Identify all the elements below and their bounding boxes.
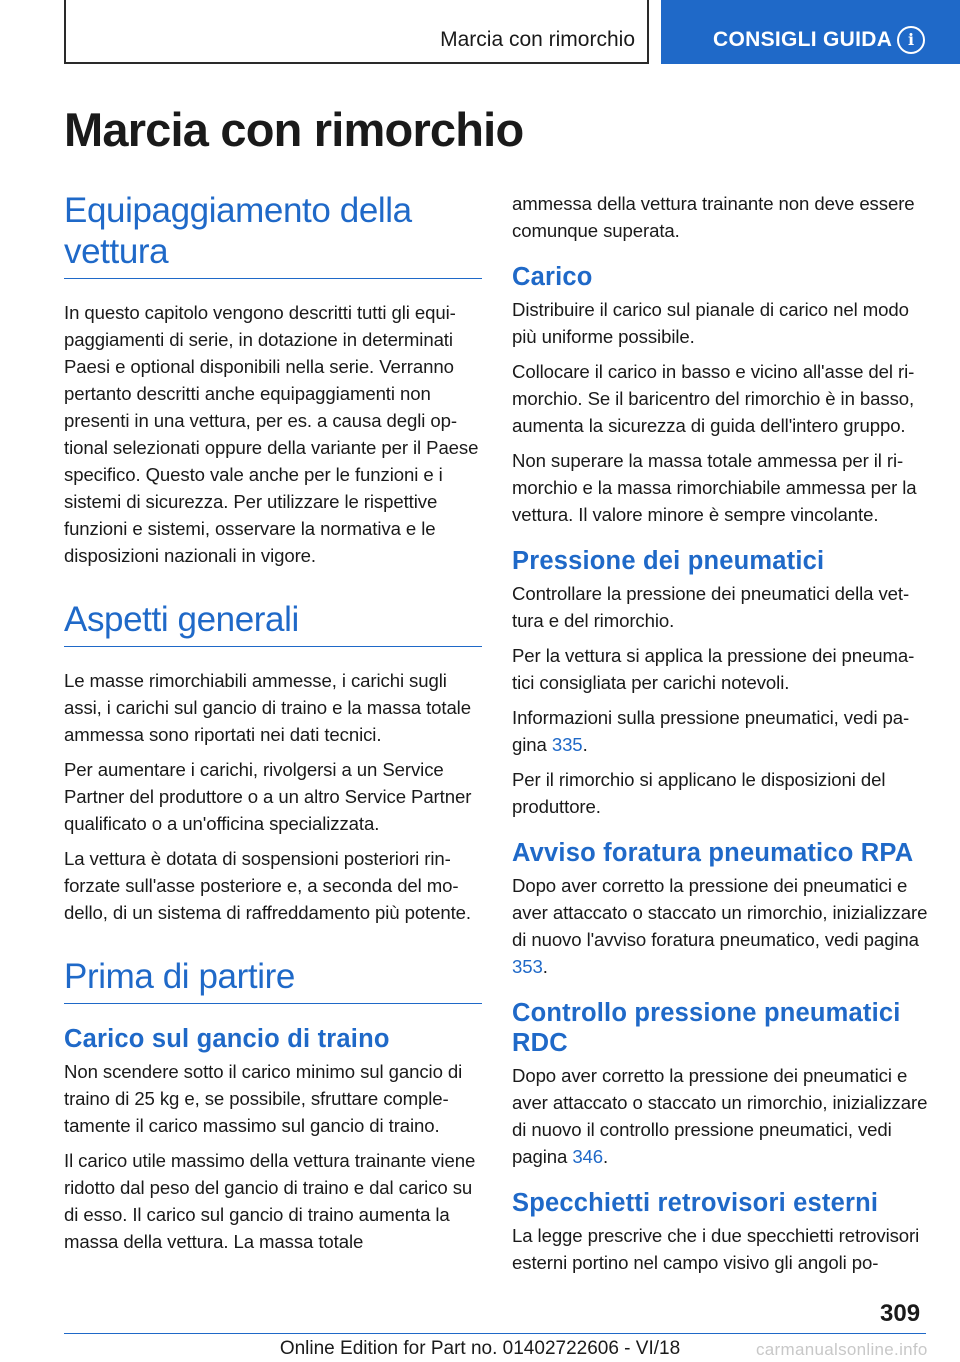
- page-number: 309: [880, 1300, 921, 1327]
- page-link-335[interactable]: 335: [551, 734, 583, 755]
- footer-edition: Online Edition for Part no. 01402722606 - VI/18: [279, 1338, 681, 1359]
- page-title: Marcia con rimorchio: [64, 103, 524, 156]
- watermark-logo: carmanualsonline.info: [756, 1340, 928, 1359]
- paragraph-pressione-2: Per la vettura si applica la pressione dei pneumatici consigliata per carichi notevoli.: [512, 645, 915, 693]
- paragraph-continued: ammessa della vettura trainante non deve essere comunque superata.: [512, 193, 915, 241]
- text-segment: Dopo aver corretto la pressione dei pneumatici e aver attaccato o staccato un rimorchio, inizializzare di nuovo l'avviso foratura pneumatico, vedi pagina: [512, 875, 928, 950]
- paragraph-equipaggiamento: In questo capitolo vengono descritti tutti gli equipaggiamenti di serie, in dotazione in determinati Paesi e optional disponibili nella serie. Verranno pertanto descritti anche equipaggiamenti non presenti in una vettura, per es. a causa degli optional selezionati oppure della variante per il Paese specifico. Questo vale anche per le funzioni e i sistemi di sicurezza. Per utilizzare le rispettive funzioni e sistemi, osservare la normativa e le disposizioni nazionali in vigore.: [64, 302, 479, 566]
- text-segment: .: [603, 1146, 609, 1167]
- paragraph-aspetti-2: Per aumentare i carichi, rivolgersi a un Service Partner del produttore o a un altro Service Partner qualificato o a un'officina specializzata.: [64, 759, 472, 834]
- footer-divider: [64, 1333, 926, 1334]
- page-header: [0, 0, 960, 66]
- header-chapter-box: [661, 0, 960, 64]
- paragraph-rpa: [512, 872, 930, 980]
- paragraph-pressione-4: Per il rimorchio si applicano le disposizioni del produttore.: [512, 769, 886, 817]
- paragraph-carico-1: Distribuire il carico sul pianale di carico nel modo più uniforme possibile.: [512, 299, 909, 347]
- page-link-353[interactable]: 353: [512, 956, 543, 977]
- heading-aspetti-generali: Aspetti generali: [64, 599, 482, 647]
- paragraph-gancio-1: Non scendere sotto il carico minimo sul gancio di traino di 25 kg e, se possibile, sfruttare completamente il carico massimo sul gancio di traino.: [64, 1061, 463, 1136]
- paragraph-specchietti: La legge prescrive che i due specchietti retrovisori esterni portino nel campo visivo gli angoli po-: [512, 1225, 920, 1273]
- paragraph-carico-3: Non superare la massa totale ammessa per il rimorchio e la massa rimorchiabile ammessa per la vettura. Il valore minore è sempre vincolante.: [512, 450, 917, 525]
- subheading-rpa: Avviso foratura pneumatico RPA: [512, 839, 914, 867]
- heading-equipaggiamento: Equipaggiamento della vettura: [64, 190, 482, 279]
- text-segment: .: [542, 956, 548, 977]
- paragraph-gancio-2: Il carico utile massimo della vettura trainante viene ridotto dal peso del gancio di traino e dal carico su di esso. Il carico sul gancio di traino aumenta la massa della vettura. La massa totale: [64, 1150, 476, 1252]
- paragraph-aspetti-3: La vettura è dotata di sospensioni posteriori rinforzate sull'asse posteriore e, a seconda del modello, di un sistema di raffreddamento più potente.: [64, 848, 471, 923]
- header-section-title: Marcia con rimorchio: [440, 28, 635, 51]
- page-link-346[interactable]: 346: [572, 1146, 604, 1167]
- paragraph-aspetti-1: Le masse rimorchiabili ammesse, i carichi sugli assi, i carichi sul gancio di traino e la massa totale ammessa sono riportati nei dati tecnici.: [64, 670, 471, 745]
- paragraph-rdc: [512, 1062, 930, 1170]
- paragraph-carico-2: Collocare il carico in basso e vicino all'asse del rimorchio. Se il baricentro del rimorchio è in basso, aumenta la sicurezza di guida dell'intero gruppo.: [512, 361, 915, 436]
- text-segment: Informazioni sulla pressione pneumatici, vedi pagina: [512, 707, 910, 755]
- header-chapter-title: CONSIGLI GUIDA: [713, 28, 893, 51]
- text-segment: Dopo aver corretto la pressione dei pneumatici e aver attaccato o staccato un rimorchio, inizializzare di nuovo il controllo pressione pneumatici, vedi pagina: [512, 1065, 928, 1167]
- right-column: [512, 190, 930, 1284]
- subheading-pressione: Pressione dei pneumatici: [512, 547, 825, 575]
- header-section-box: [64, 0, 649, 64]
- subheading-specchietti: Specchietti retrovisori esterni: [512, 1189, 879, 1217]
- subheading-carico-gancio: Carico sul gancio di traino: [64, 1025, 390, 1053]
- text-segment: .: [582, 734, 588, 755]
- paragraph-pressione-3: [512, 704, 930, 758]
- left-column: [64, 190, 482, 1263]
- paragraph-pressione-1: Controllare la pressione dei pneumatici della vettura e del rimorchio.: [512, 583, 910, 631]
- info-icon: i: [897, 26, 925, 54]
- subheading-carico: Carico: [512, 263, 593, 291]
- heading-prima-di-partire: Prima di partire: [64, 956, 482, 1004]
- subheading-rdc: Controllo pressione pneumatici RDC: [512, 999, 901, 1057]
